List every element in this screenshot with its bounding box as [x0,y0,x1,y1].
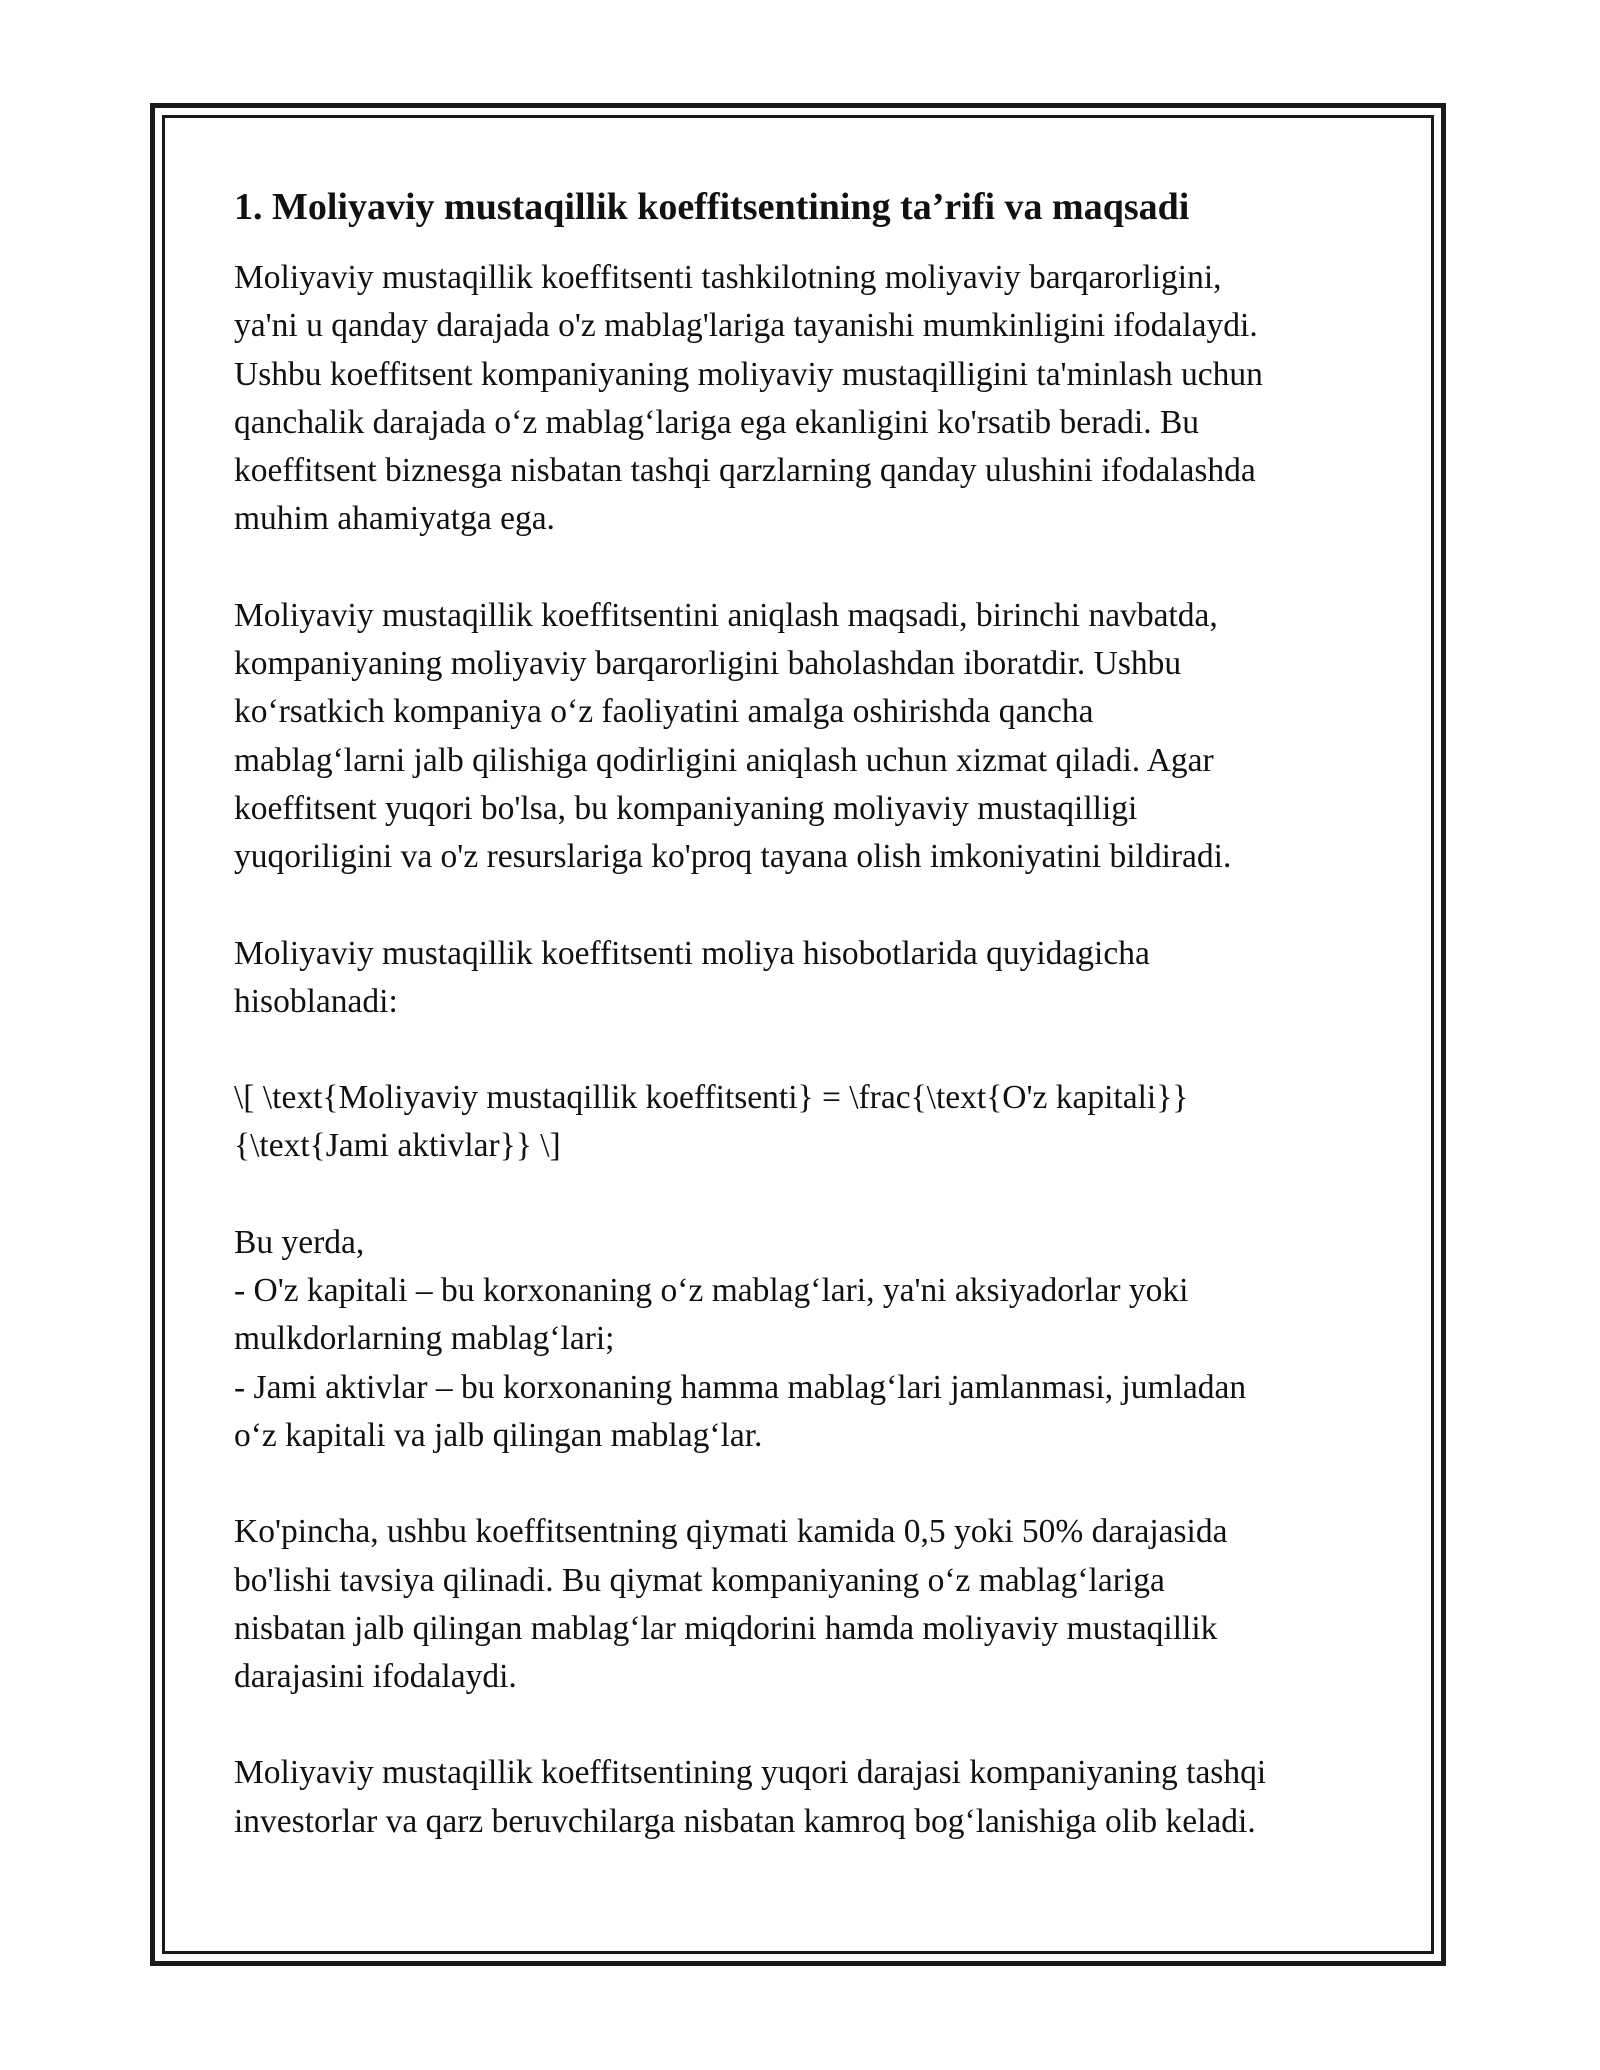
text-line: yuqoriligini va o'z resurslariga ko'proq tayana olish imkoniyatini bildiradi. [234,838,1232,876]
text-line: Moliyaviy mustaqillik koeffitsentini aniqlash maqsadi, birinchi navbatda, [234,596,1218,634]
text-line: hisoblanadi: [234,982,398,1020]
text-line: ya'ni u qanday darajada o'z mablag'lariga tayanishi mumkinligini ifodalaydi. [234,307,1258,345]
text-line: Moliyaviy mustaqillik koeffitsentining yuqori darajasi kompaniyaning tashqi [234,1754,1267,1792]
formula-line: \[ \text{Moliyaviy mustaqillik koeffitsenti} = \frac{\text{O'z kapitali}} [234,1079,1189,1117]
list-item: - Jami aktivlar – bu korxonaning hamma mablag‘lari jamlanmasi, jumladan [234,1368,1247,1406]
paragraph-recommended-value [234,1508,1374,1701]
paragraph-definition [234,254,1374,544]
text-line: Ko'pincha, ushbu koeffitsentning qiymati kamida 0,5 yoki 50% darajasida [234,1513,1228,1551]
document-body [234,183,1374,1894]
paragraph-calculation-intro [234,930,1374,1027]
text-line: ko‘rsatkich kompaniya o‘z faoliyatini amalga oshirishda qancha [234,693,1094,731]
list-item: - O'z kapitali – bu korxonaning o‘z mablag‘lari, ya'ni aksiyadorlar yoki [234,1272,1189,1310]
text-line: o‘z kapitali va jalb qilingan mablag‘lar. [234,1416,763,1454]
paragraph-purpose [234,592,1374,882]
text-line: darajasini ifodalaydi. [234,1658,517,1696]
formula-line: {\text{Jami aktivlar}} \] [234,1127,561,1165]
text-line: mulkdorlarning mablag‘lari; [234,1320,615,1358]
text-line: qanchalik darajada o‘z mablag‘lariga ega ekanligini ko'rsatib beradi. Bu [234,403,1200,441]
text-line: investorlar va qarz beruvchilarga nisbatan kamroq bog‘lanishiga olib keladi. [234,1802,1256,1840]
section-heading: 1. Moliyaviy mustaqillik koeffitsentining ta’rifi va maqsadi [234,186,1190,228]
text-line: bo'lishi tavsiya qilinadi. Bu qiymat kompaniyaning o‘z mablag‘lariga [234,1561,1165,1599]
paragraph-conclusion [234,1749,1374,1846]
paragraph-definitions-list [234,1219,1374,1460]
text-line: muhim ahamiyatga ega. [234,500,555,538]
text-line: Moliyaviy mustaqillik koeffitsenti moliya hisobotlarida quyidagicha [234,934,1150,972]
text-line: koeffitsent yuqori bo'lsa, bu kompaniyaning moliyaviy mustaqilligi [234,789,1138,827]
text-line: mablag‘larni jalb qilishiga qodirligini aniqlash uchun xizmat qiladi. Agar [234,741,1214,779]
formula-block [234,1074,1374,1171]
text-line: kompaniyaning moliyaviy barqarorligini baholashdan iboratdir. Ushbu [234,645,1182,683]
text-line: Bu yerda, [234,1223,365,1261]
text-line: nisbatan jalb qilingan mablag‘lar miqdorini hamda moliyaviy mustaqillik [234,1609,1218,1647]
text-line: Ushbu koeffitsent kompaniyaning moliyaviy mustaqilligini ta'minlash uchun [234,355,1263,393]
text-line: koeffitsent biznesga nisbatan tashqi qarzlarning qanday ulushini ifodalashda [234,452,1256,490]
text-line: Moliyaviy mustaqillik koeffitsenti tashkilotning moliyaviy barqarorligini, [234,259,1222,296]
